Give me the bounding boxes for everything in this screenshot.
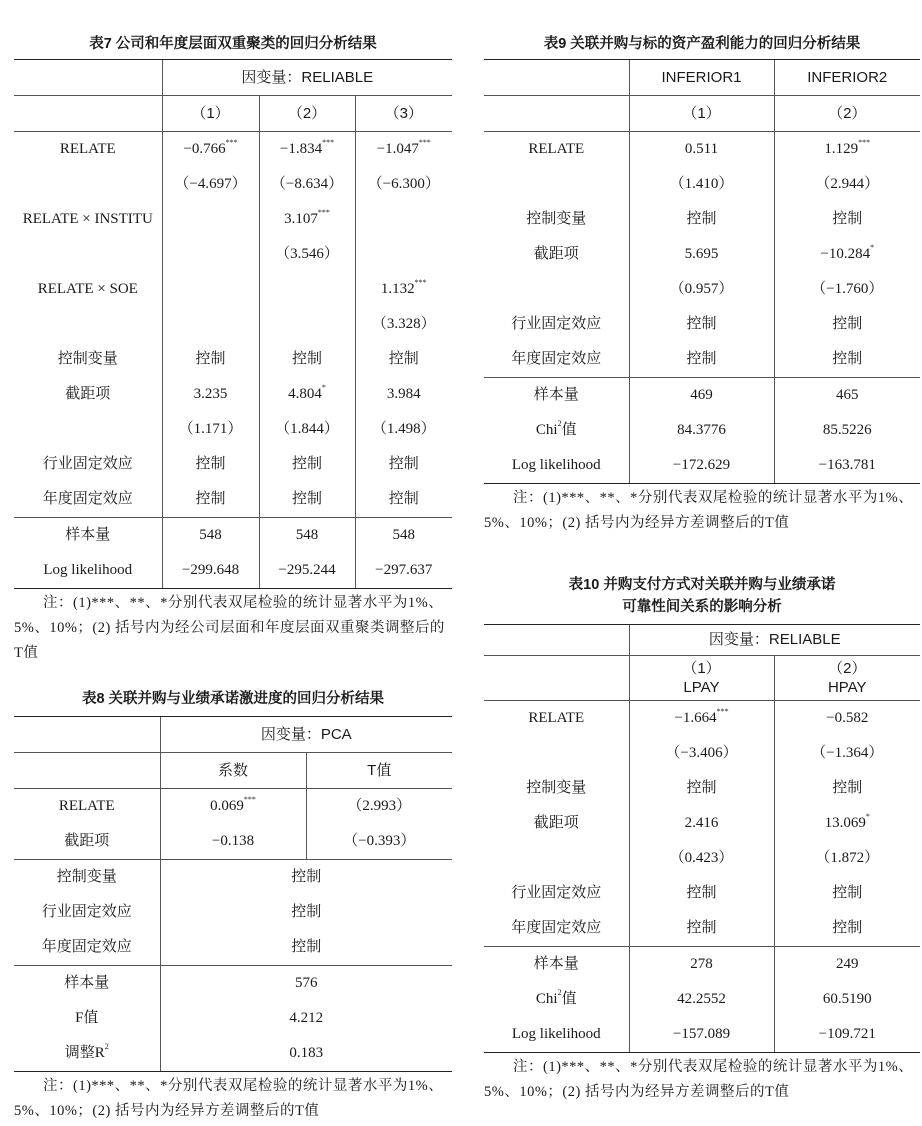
- table-row: [484, 237, 920, 272]
- table-cell: −0.766***: [162, 132, 259, 168]
- table7-caption: 表7 公司和年度层面双重聚类的回归分析结果: [89, 36, 377, 52]
- table-row: [14, 307, 452, 342]
- table-cell: 84.3776: [629, 413, 774, 448]
- table-row: [14, 377, 452, 412]
- table-row: [484, 947, 920, 983]
- table-cell: 控制: [160, 860, 452, 896]
- table-cell: 控制: [162, 482, 259, 518]
- table-cell: 控制: [355, 342, 452, 377]
- table-cell: （−3.406）: [629, 736, 774, 771]
- table9: [484, 35, 920, 536]
- table-row: [484, 982, 920, 1017]
- table-row: [14, 860, 452, 896]
- table-cell: 1.129***: [774, 132, 920, 168]
- row-label: 年度固定效应: [42, 491, 133, 507]
- table-row: [14, 895, 452, 930]
- row-label: Log likelihood: [484, 448, 629, 484]
- table-cell: 控制: [162, 342, 259, 377]
- table-cell: 控制: [259, 482, 355, 518]
- row-label: 控制变量: [526, 211, 587, 227]
- table7-col-header: （3）: [355, 96, 452, 132]
- table-row: [14, 930, 452, 966]
- table-row: [484, 448, 920, 484]
- table8-col-header: 系数: [160, 753, 306, 789]
- table9-col-number: （1）: [629, 96, 774, 132]
- table-cell: −163.781: [774, 448, 920, 484]
- table-cell: 0.069***: [160, 789, 306, 825]
- table-cell: （2.993）: [306, 789, 452, 825]
- row-label: Chi$^2$值: [535, 988, 577, 1007]
- row-label: RELATE × SOE: [37, 281, 138, 297]
- row-label: 行业固定效应: [511, 885, 602, 901]
- table-row: [484, 876, 920, 911]
- row-label: 截距项: [64, 833, 110, 849]
- table-cell: （1.872）: [774, 841, 920, 876]
- table-row: [14, 342, 452, 377]
- table-cell: （1.410）: [629, 167, 774, 202]
- table-cell: [162, 202, 259, 237]
- row-label: 样本量: [484, 378, 629, 414]
- table-cell: 3.984: [355, 377, 452, 412]
- row-label: RELATE: [14, 789, 160, 825]
- table-cell: （−8.634）: [259, 167, 355, 202]
- table-cell: 0.183: [160, 1036, 452, 1072]
- table-row: [14, 412, 452, 447]
- row-label: 行业固定效应: [42, 456, 133, 472]
- table7-dependent-variable: 因变量：RELIABLE: [162, 60, 452, 96]
- table-cell: （−0.393）: [306, 824, 452, 860]
- table-cell: −0.138: [160, 824, 306, 860]
- table-cell: 548: [355, 518, 452, 554]
- table10-caption-line2: 可靠性间关系的影响分析: [622, 599, 782, 615]
- table-cell: 4.212: [160, 1001, 452, 1036]
- table-cell: （−1.364）: [774, 736, 920, 771]
- table-row: [484, 167, 920, 202]
- table9-note: 注：(1)***、**、*分别代表双尾检验的统计显著水平为1%、5%、10%；(2) 括号内为经异方差调整后的T值: [484, 490, 914, 531]
- table8-grid: [14, 716, 452, 1072]
- table-row: [14, 1001, 452, 1036]
- table-cell: 576: [160, 966, 452, 1002]
- row-label: [484, 841, 629, 876]
- table-cell: −1.664***: [629, 701, 774, 737]
- table-cell: 0.511: [629, 132, 774, 168]
- table-row: [14, 553, 452, 589]
- table10-caption: 表10 并购支付方式对关联并购与业绩承诺: [568, 577, 836, 593]
- table8-caption: 表8 关联并购与业绩承诺激进度的回归分析结果: [81, 691, 385, 707]
- table-cell: （1.171）: [162, 412, 259, 447]
- table-cell: [162, 272, 259, 307]
- row-label: [484, 272, 629, 307]
- table-row: [14, 167, 452, 202]
- table-cell: 控制: [774, 876, 920, 911]
- table-cell: [259, 272, 355, 307]
- row-label: 样本量: [484, 947, 629, 983]
- table-cell: （−4.697）: [162, 167, 259, 202]
- table-cell: （3.328）: [355, 307, 452, 342]
- table-cell: 控制: [629, 771, 774, 806]
- row-label: RELATE: [484, 701, 629, 737]
- row-label: Log likelihood: [484, 1017, 629, 1053]
- table-row: [14, 1036, 452, 1072]
- row-label: RELATE: [484, 132, 629, 168]
- table-cell: [355, 202, 452, 237]
- table9-col-header: INFERIOR1: [629, 60, 774, 96]
- table-cell: 控制: [774, 911, 920, 947]
- row-label: 截距项: [533, 815, 579, 831]
- table-cell: 3.235: [162, 377, 259, 412]
- table-cell: 42.2552: [629, 982, 774, 1017]
- table-row: [14, 447, 452, 482]
- table-row: [14, 482, 452, 518]
- table-cell: 1.132***: [355, 272, 452, 307]
- table-cell: 5.695: [629, 237, 774, 272]
- table-row: [484, 736, 920, 771]
- table-row: [484, 806, 920, 841]
- table-cell: 548: [259, 518, 355, 554]
- row-label: [484, 167, 629, 202]
- table-row: [484, 132, 920, 168]
- table-cell: 249: [774, 947, 920, 983]
- table-cell: 控制: [774, 771, 920, 806]
- row-label: 年度固定效应: [511, 351, 602, 367]
- table-cell: 13.069*: [774, 806, 920, 841]
- row-label: [14, 412, 162, 447]
- table-row: [484, 413, 920, 448]
- table7-col-header: （1）: [162, 96, 259, 132]
- table-row: [484, 342, 920, 378]
- row-label: 样本量: [14, 518, 162, 554]
- table-cell: [259, 307, 355, 342]
- table-cell: −157.089: [629, 1017, 774, 1053]
- table-cell: 3.107***: [259, 202, 355, 237]
- table-cell: 控制: [774, 307, 920, 342]
- table8-note: 注：(1)***、**、*分别代表双尾检验的统计显著水平为1%、5%、10%；(2) 括号内为经异方差调整后的T值: [14, 1078, 444, 1119]
- table-cell: 控制: [355, 482, 452, 518]
- table-cell: 548: [162, 518, 259, 554]
- table-cell: （−6.300）: [355, 167, 452, 202]
- table-cell: 控制: [259, 342, 355, 377]
- table10-note: 注：(1)***、**、*分别代表双尾检验的统计显著水平为1%、5%、10%；(2) 括号内为经异方差调整后的T值: [484, 1059, 914, 1100]
- row-label: RELATE × INSTITU: [22, 211, 153, 227]
- table-cell: 控制: [629, 202, 774, 237]
- table9-col-header: INFERIOR2: [774, 60, 920, 96]
- table10: [484, 576, 920, 1105]
- table-row: [484, 841, 920, 876]
- table-cell: 控制: [355, 447, 452, 482]
- row-label: Log likelihood: [14, 553, 162, 589]
- row-label: 控制变量: [14, 860, 160, 896]
- table-row: [14, 132, 452, 168]
- table-row: [14, 789, 452, 825]
- table-cell: （1.498）: [355, 412, 452, 447]
- table-cell: 控制: [629, 307, 774, 342]
- row-label: [484, 736, 629, 771]
- table-cell: （3.546）: [259, 237, 355, 272]
- table8: [14, 690, 452, 1124]
- row-label: 样本量: [14, 966, 160, 1002]
- row-label: 调整$R^2$: [14, 1036, 160, 1072]
- table-cell: 2.416: [629, 806, 774, 841]
- row-label: [14, 167, 162, 202]
- table-row: [484, 771, 920, 806]
- row-label: RELATE: [14, 132, 162, 168]
- table-cell: 85.5226: [774, 413, 920, 448]
- table-row: [484, 911, 920, 947]
- row-label: 行业固定效应: [511, 316, 602, 332]
- table-row: [14, 272, 452, 307]
- table-cell: （0.423）: [629, 841, 774, 876]
- table7: [14, 35, 452, 666]
- table-row: [14, 518, 452, 554]
- table-cell: 60.5190: [774, 982, 920, 1017]
- table9-grid: [484, 59, 920, 484]
- table-cell: 控制: [629, 342, 774, 378]
- row-label: 截距项: [533, 246, 579, 262]
- row-label: [14, 237, 162, 272]
- table-cell: （−1.760）: [774, 272, 920, 307]
- table-cell: −1.834***: [259, 132, 355, 168]
- table-row: [484, 307, 920, 342]
- table8-col-header: T值: [306, 753, 452, 789]
- row-label: 控制变量: [526, 780, 587, 796]
- table9-caption: 表9 关联并购与标的资产盈利能力的回归分析结果: [543, 36, 861, 52]
- table-cell: （2.944）: [774, 167, 920, 202]
- table10-dependent-variable: 因变量：RELIABLE: [629, 625, 920, 656]
- row-label: 行业固定效应: [41, 904, 132, 920]
- table9-col-number: （2）: [774, 96, 920, 132]
- table-cell: [355, 237, 452, 272]
- table10-col-header: （2） HPAY: [774, 656, 920, 701]
- table-row: [484, 202, 920, 237]
- table-cell: −172.629: [629, 448, 774, 484]
- table-cell: 控制: [774, 342, 920, 378]
- table-cell: −1.047***: [355, 132, 452, 168]
- table-row: [484, 378, 920, 414]
- table-row: [484, 272, 920, 307]
- table-cell: 控制: [774, 202, 920, 237]
- table7-note: 注：(1)***、**、*分别代表双尾检验的统计显著水平为1%、5%、10%；(2) 括号内为经公司层面和年度层面双重聚类调整后的T值: [14, 595, 445, 661]
- table-cell: 控制: [162, 447, 259, 482]
- table-cell: 控制: [629, 911, 774, 947]
- table-cell: [162, 237, 259, 272]
- row-label: F值: [75, 1010, 99, 1026]
- table-cell: 278: [629, 947, 774, 983]
- table7-grid: [14, 59, 452, 589]
- table-cell: −109.721: [774, 1017, 920, 1053]
- table-cell: −295.244: [259, 553, 355, 589]
- table-cell: 控制: [160, 895, 452, 930]
- table8-dependent-variable: 因变量：PCA: [160, 717, 452, 753]
- table-cell: 控制: [259, 447, 355, 482]
- row-label: Chi$^2$值: [535, 419, 577, 438]
- row-label: 年度固定效应: [41, 939, 132, 955]
- row-label: 截距项: [65, 386, 111, 402]
- table-cell: 控制: [629, 876, 774, 911]
- table7-col-header: （2）: [259, 96, 355, 132]
- table-cell: −0.582: [774, 701, 920, 737]
- table10-col-header: （1） LPAY: [629, 656, 774, 701]
- table10-grid: [484, 624, 920, 1053]
- table-row: [14, 202, 452, 237]
- table-cell: 465: [774, 378, 920, 414]
- row-label: 年度固定效应: [511, 920, 602, 936]
- table-row: [14, 966, 452, 1002]
- row-label: 控制变量: [57, 351, 118, 367]
- table-cell: （1.844）: [259, 412, 355, 447]
- row-label: [14, 307, 162, 342]
- table-row: [14, 824, 452, 860]
- table-cell: [162, 307, 259, 342]
- table-cell: 4.804*: [259, 377, 355, 412]
- table-cell: （0.957）: [629, 272, 774, 307]
- table-cell: −10.284*: [774, 237, 920, 272]
- table-cell: 控制: [160, 930, 452, 966]
- table-row: [14, 237, 452, 272]
- table-row: [484, 701, 920, 737]
- table-cell: 469: [629, 378, 774, 414]
- table-row: [484, 1017, 920, 1053]
- table-cell: −297.637: [355, 553, 452, 589]
- table-cell: −299.648: [162, 553, 259, 589]
